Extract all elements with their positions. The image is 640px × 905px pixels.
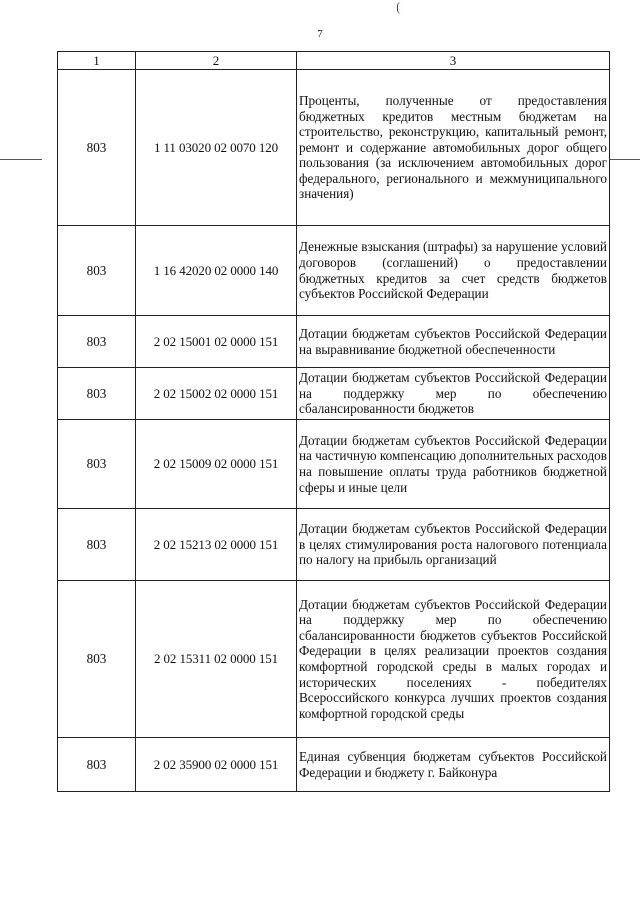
budget-code-cell: 2 02 15213 02 0000 151 (136, 509, 297, 581)
admin-code-cell: 803 (58, 368, 136, 420)
admin-code-cell: 803 (58, 316, 136, 368)
description-cell: Проценты, полученные от предоставления бюджетных кредитов местным бюджетам на строительство, реконструкцию, капитальный ремонт, ремонт и содержание автомобильных дорог общего пользования (за исключением автомобильных дорог федерального, регионального и межмуниципального значения) (297, 70, 610, 226)
table-row (58, 316, 610, 368)
page-number: 7 (317, 28, 323, 40)
admin-code-cell: 803 (58, 70, 136, 226)
scan-artifact (397, 2, 402, 14)
admin-code-cell: 803 (58, 581, 136, 738)
table-row (58, 738, 610, 792)
budget-code-cell: 2 02 35900 02 0000 151 (136, 738, 297, 792)
description-cell: Дотации бюджетам субъектов Российской Федерации на частичную компенсацию дополнительных расходов на повышение оплаты труда работников бюджетной сферы и иные цели (297, 420, 610, 509)
scan-mark-left (0, 159, 42, 160)
scan-mark-right (610, 159, 640, 160)
table-row (58, 226, 610, 316)
budget-code-cell: 2 02 15001 02 0000 151 (136, 316, 297, 368)
table-header-row (58, 52, 610, 70)
description-cell: Дотации бюджетам субъектов Российской Федерации на выравнивание бюджетной обеспеченности (297, 316, 610, 368)
admin-code-cell: 803 (58, 738, 136, 792)
budget-code-cell: 2 02 15002 02 0000 151 (136, 368, 297, 420)
table-row (58, 509, 610, 581)
table-row (58, 581, 610, 738)
description-cell: Дотации бюджетам субъектов Российской Федерации в целях стимулирования роста налогового потенциала по налогу на прибыль организаций (297, 509, 610, 581)
table-row (58, 420, 610, 509)
table-row (58, 70, 610, 226)
admin-code-cell: 803 (58, 226, 136, 316)
description-cell: Дотации бюджетам субъектов Российской Федерации на поддержку мер по обеспечению сбалансированности бюджетов (297, 368, 610, 420)
column-header-3: 3 (297, 52, 610, 70)
description-cell: Дотации бюджетам субъектов Российской Федерации на поддержку мер по обеспечению сбалансированности бюджетов субъектов Российской Федерации в целях реализации проектов создания комфортной городской среды в малых городах и исторических поселениях - победителях Всероссийского конкурса лучших проектов создания комфортной городской среды (297, 581, 610, 738)
budget-code-cell: 1 11 03020 02 0070 120 (136, 70, 297, 226)
description-cell: Единая субвенция бюджетам субъектов Российской Федерации и бюджету г. Байконура (297, 738, 610, 792)
description-cell: Денежные взыскания (штрафы) за нарушение условий договоров (соглашений) о предоставлении бюджетных кредитов за счет средств бюджетов субъектов Российской Федерации (297, 226, 610, 316)
admin-code-cell: 803 (58, 420, 136, 509)
table-row (58, 368, 610, 420)
budget-code-cell: 1 16 42020 02 0000 140 (136, 226, 297, 316)
column-header-1: 1 (58, 52, 136, 70)
budget-code-table (57, 51, 610, 792)
column-header-2: 2 (136, 52, 297, 70)
budget-code-cell: 2 02 15311 02 0000 151 (136, 581, 297, 738)
budget-code-cell: 2 02 15009 02 0000 151 (136, 420, 297, 509)
admin-code-cell: 803 (58, 509, 136, 581)
